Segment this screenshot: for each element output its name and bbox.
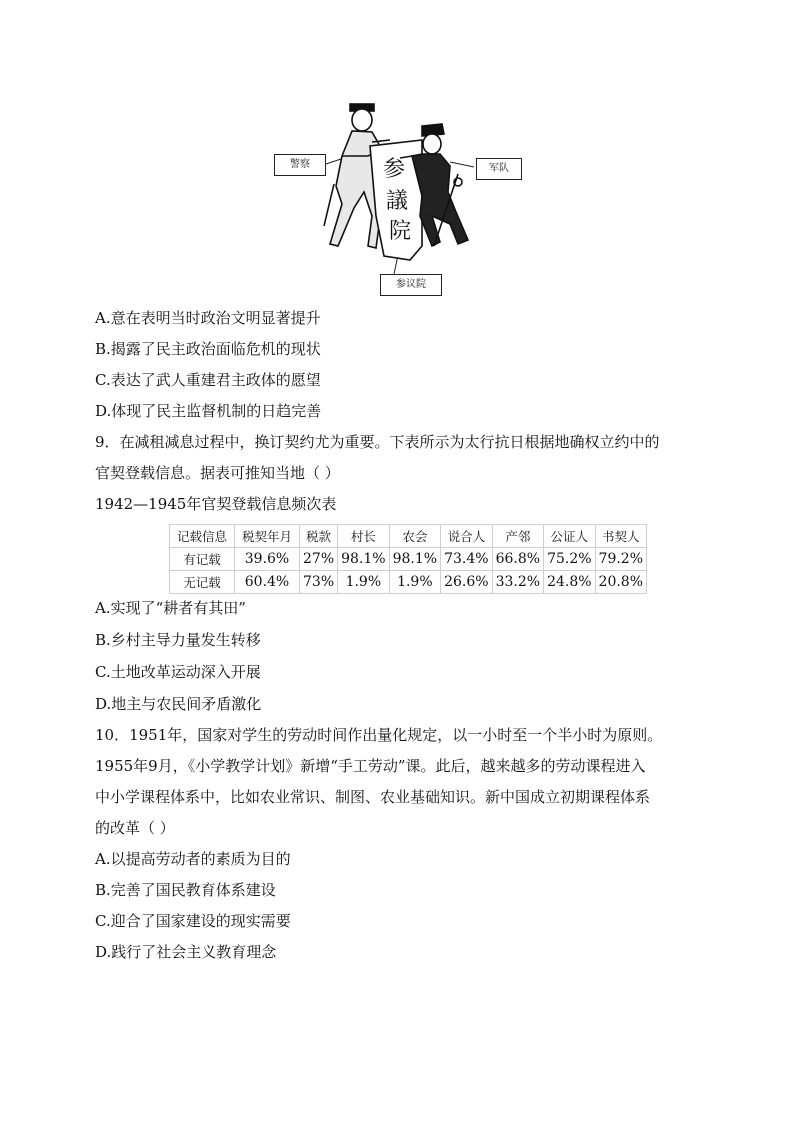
table-cell: 1.9% [389,571,440,594]
table-header-cell: 产邻 [492,525,543,548]
q10-stem-line-2: 1955年9月，《小学教学计划》新增“手工劳动”课。此后，越来越多的劳动课程进入 [95,757,646,775]
banner-char-2: 議 [385,189,409,214]
q10-stem-line-1: 10．1951年，国家对学生的劳动时间作出量化规定，以一小时至一个半小时为原则。 [95,726,663,744]
table-cell: 39.6% [235,548,300,571]
table-row [170,571,647,594]
q10-option-c: C.迎合了国家建设的现实需要 [95,912,291,930]
q8-option-b: B.揭露了民主政治面临危机的现状 [95,340,321,358]
label-police: 警察 [274,154,326,176]
q9-option-a: A.实现了“耕者有其田” [95,599,246,617]
cartoon-figure [272,96,524,296]
table-row-header: 有记载 [170,548,235,571]
table-cell: 1.9% [338,571,389,594]
table-cell: 98.1% [338,548,389,571]
q10-stem-line-3: 中小学课程体系中，比如农业常识、制图、农业基础知识。新中国成立初期课程体系 [95,788,651,806]
table-cell: 26.6% [441,571,492,594]
q10-option-b: B.完善了国民教育体系建设 [95,881,276,899]
q9-stem-line-2: 官契登载信息。据表可推知当地（ ） [95,464,340,482]
table-header-cell: 公证人 [544,525,595,548]
table-header-cell: 农会 [389,525,440,548]
q9-table-title: 1942—1945年官契登载信息频次表 [95,495,337,513]
q9-option-d: D.地主与农民间矛盾激化 [95,695,262,713]
table-cell: 79.2% [595,548,646,571]
label-army: 军队 [476,158,522,180]
table-cell: 27% [300,548,338,571]
q8-option-a: A.意在表明当时政治文明显著提升 [95,309,321,327]
q9-option-b: B.乡村主导力量发生转移 [95,631,261,649]
frequency-table [169,524,647,594]
table-header-cell: 书契人 [595,525,646,548]
banner-char-3: 院 [388,219,412,244]
table-header-cell: 税契年月 [235,525,300,548]
table-cell: 66.8% [492,548,543,571]
q8-option-d: D.体现了民主监督机制的日趋完善 [95,402,322,420]
q9-stem-line-1: 9．在减租减息过程中，换订契约尤为重要。下表所示为太行抗日根据地确权立约中的 [95,433,660,451]
q8-option-c: C.表达了武人重建君主政体的愿望 [95,371,321,389]
table-cell: 75.2% [544,548,595,571]
table-cell: 98.1% [389,548,440,571]
table-cell: 24.8% [544,571,595,594]
label-senate: 参议院 [380,274,442,296]
table-cell: 60.4% [235,571,300,594]
q10-option-d: D.践行了社会主义教育理念 [95,943,277,961]
banner-char-1: 参 [382,157,406,182]
table-row [170,548,647,571]
table-header-row [170,525,647,548]
table-header-cell: 村长 [338,525,389,548]
table-header-cell: 记载信息 [170,525,235,548]
cartoon-illustration [272,96,524,296]
table-header-cell: 说合人 [441,525,492,548]
table-cell: 20.8% [595,571,646,594]
table-header-cell: 税款 [300,525,338,548]
table-cell: 73.4% [441,548,492,571]
q10-stem-line-4: 的改革（ ） [95,819,175,837]
q10-option-a: A.以提高劳动者的素质为目的 [95,850,291,868]
q9-option-c: C.土地改革运动深入开展 [95,663,261,681]
table-cell: 33.2% [492,571,543,594]
table-row-header: 无记载 [170,571,235,594]
table-cell: 73% [300,571,338,594]
